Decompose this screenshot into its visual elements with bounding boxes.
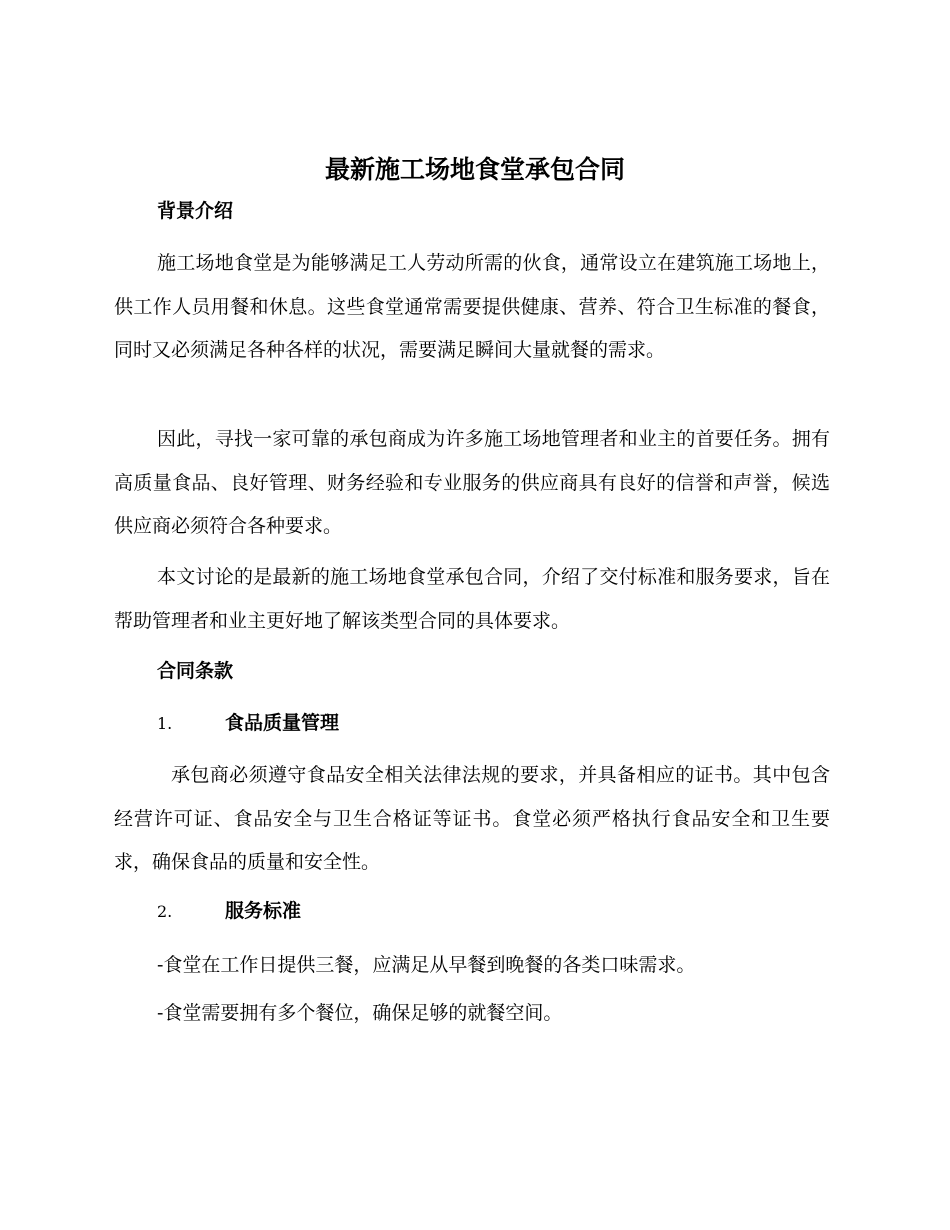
service-bullet-1: -食堂在工作日提供三餐，应满足从早餐到晚餐的各类口味需求。 bbox=[157, 954, 696, 976]
term-1-paragraph: 承包商必须遵守食品安全相关法律法规的要求，并具备相应的证书。其中包含经营许可证、食品安全与卫生合格证等证书。食堂必须严格执行食品安全和卫生要求，确保食品的质量和安全性。 bbox=[114, 764, 830, 873]
term-heading-1 bbox=[157, 708, 339, 739]
section-heading-terms: 合同条款 bbox=[157, 660, 234, 682]
background-paragraph-3: 本文讨论的是最新的施工场地食堂承包合同，介绍了交付标准和服务要求，旨在帮助管理者和业主更好地了解该类型合同的具体要求。 bbox=[114, 566, 830, 632]
term-heading-2 bbox=[157, 896, 301, 927]
term-title: 食品质量管理 bbox=[225, 712, 340, 734]
term-number: 2. bbox=[157, 902, 173, 921]
section-heading-background: 背景介绍 bbox=[157, 200, 234, 222]
term-title: 服务标准 bbox=[225, 900, 302, 922]
service-bullet-2: -食堂需要拥有多个餐位，确保足够的就餐空间。 bbox=[157, 1002, 563, 1024]
document-title: 最新施工场地食堂承包合同 bbox=[324, 155, 625, 184]
background-paragraph-2: 因此，寻找一家可靠的承包商成为许多施工场地管理者和业主的首要任务。拥有高质量食品、良好管理、财务经验和专业服务的供应商具有良好的信誉和声誉，候选供应商必须符合各种要求。 bbox=[114, 428, 830, 537]
background-paragraph-1: 施工场地食堂是为能够满足工人劳动所需的伙食，通常设立在建筑施工场地上，供工作人员用餐和休息。这些食堂通常需要提供健康、营养、符合卫生标准的餐食，同时又必须满足各种各样的状况，需要满足瞬间大量就餐的需求。 bbox=[114, 252, 830, 361]
term-number: 1. bbox=[157, 714, 173, 733]
